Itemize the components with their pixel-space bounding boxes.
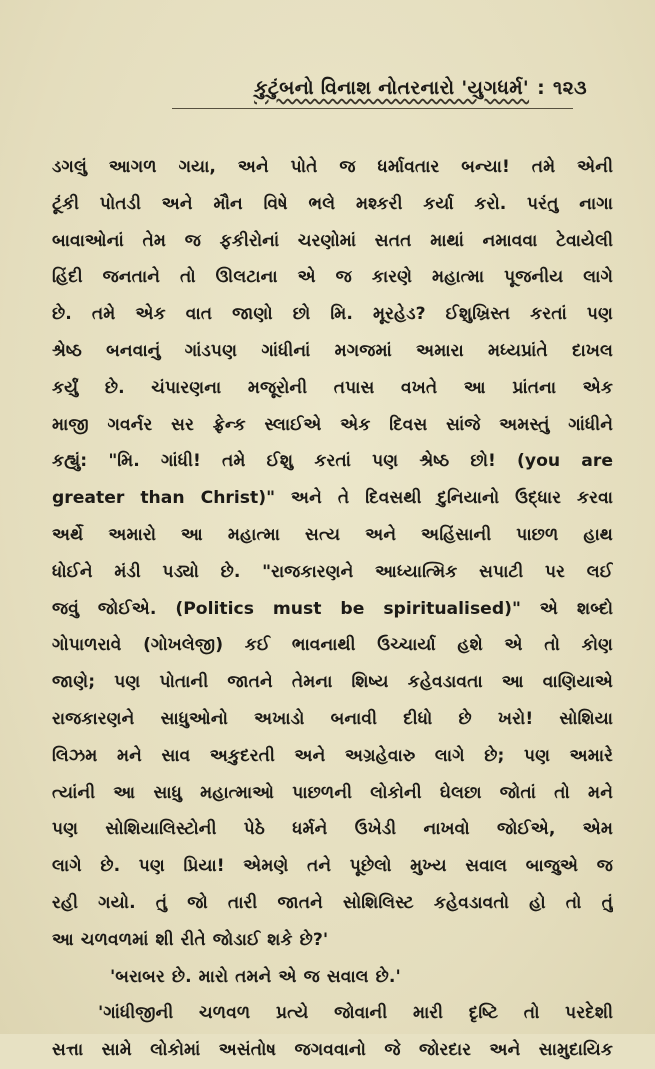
text-line: રહી ગયો. તું જો તારી જાતને સોશિલિસ્ટ કહેવડાવતો હો તો તું (52, 892, 613, 913)
text-line: જવું જોઈએ. (Politics must be spiritualised)" એ શબ્દો (52, 598, 613, 619)
text-line: પણ સોશિયાલિસ્ટોની પેઠે ધર્મને ઉખેડી નાખવો જોઈએ, એમ (52, 819, 613, 840)
text-line: 'ગાંધીજીની ચળવળ પ્રત્યે જોવાની મારી દૃષ્ટિ તો પરદેશી (98, 1003, 613, 1024)
chapter-title: કુટુંબનો વિનાશ નોતરનારો 'યુગધર્મ' (254, 77, 530, 99)
paragraph-3 (52, 995, 613, 1069)
text-line: સત્તા સામે લોકોમાં અસંતોષ જગવવાનો જે જોરદાર અને સામુદાયિક (52, 1040, 613, 1061)
text-line: રાજકારણને સાધુઓનો અખાડો બનાવી દીધો છે ખરો! સોશિયા (52, 708, 613, 729)
running-head-separator: : (537, 77, 545, 99)
text-line: જાણે; પણ પોતાની જાતને તેમના શિષ્ય કહેવડાવતા આ વાણિયાએ (52, 672, 613, 693)
text-line: હિંદી જનતાને તો ઊલટાના એ જ કારણે મહાત્મા પૂજનીય લાગે (52, 267, 613, 288)
text-line: અર્થે અમારો આ મહાત્મા સત્ય અને અહિંસાની પાછળ હાથ (52, 524, 613, 545)
page-number: ૧૨૩ (552, 77, 587, 99)
paragraph-2 (52, 959, 613, 996)
text-line: લાગે છે. પણ પ્રિયા! એમણે તને પૂછેલો મુખ્ય સવાલ બાજુએ જ (52, 856, 613, 877)
text-line: શ્રેષ્ઠ બનવાનું ગાંડપણ ગાંધીનાં મગજમાં અમારા મધ્યપ્રાંતે દાખલ (52, 340, 613, 361)
text-line: કર્યું છે. ચંપારણના મજૂરોની તપાસ વખતે આ પ્રાંતના એક (52, 377, 613, 398)
text-line: ટૂંકી પોતડી અને મૌન વિષે ભલે મશ્કરી કર્યા કરો. પરંતુ નાગા (52, 193, 613, 214)
running-head (52, 74, 587, 102)
text-line: છે. તમે એક વાત જાણો છો મિ. મૂરહેડ? ઈશુખ્રિસ્ત કરતાં પણ (52, 304, 613, 325)
text-line: બાવાઓનાં તેમ જ ફકીરોનાં ચરણોમાં સતત માથાં નમાવવા ટેવાયેલી (52, 230, 613, 251)
dialogue-line: 'બરાબર છે. મારો તમને એ જ સવાલ છે.' (110, 966, 401, 987)
text-line: આ ચળવળમાં શી રીતે જોડાઈ શકે છે?' (52, 929, 329, 950)
header-rule (172, 108, 573, 109)
text-line: ધોઈને મંડી પડ્યો છે. "રાજકારણને આધ્યાત્મિક સપાટી પર લઈ (52, 561, 613, 582)
text-line: greater than Christ)" અને તે દિવસથી દુનિયાનો ઉદ્ધાર કરવા (52, 488, 613, 509)
text-line: લિઝમ મને સાવ અકુદરતી અને અગ્રહેવારુ લાગે છે; પણ અમારે (52, 745, 613, 766)
text-line: ડગલું આગળ ગયા, અને પોતે જ ધર્માવતાર બન્યા! તમે એની (52, 157, 613, 177)
page-body (52, 149, 613, 1069)
text-line: કહ્યું: "મિ. ગાંધી! તમે ઈશુ કરતાં પણ શ્રેષ્ઠ છો! (you are (52, 451, 613, 472)
paragraph-1 (52, 149, 613, 959)
text-line: માજી ગવર્નર સર ફ્રેન્ક સ્લાઈએ એક દિવસ સાંજે અમસ્તું ગાંધીને (52, 414, 613, 435)
text-line: ગોપાળરાવે (ગોખલેજી) કઈ ભાવનાથી ઉચ્ચાર્યા હશે એ તો કોણ (52, 635, 613, 656)
text-line: ત્યાંની આ સાધુ મહાત્માઓ પાછળની લોકોની ઘેલછા જોતાં તો મને (52, 782, 613, 803)
